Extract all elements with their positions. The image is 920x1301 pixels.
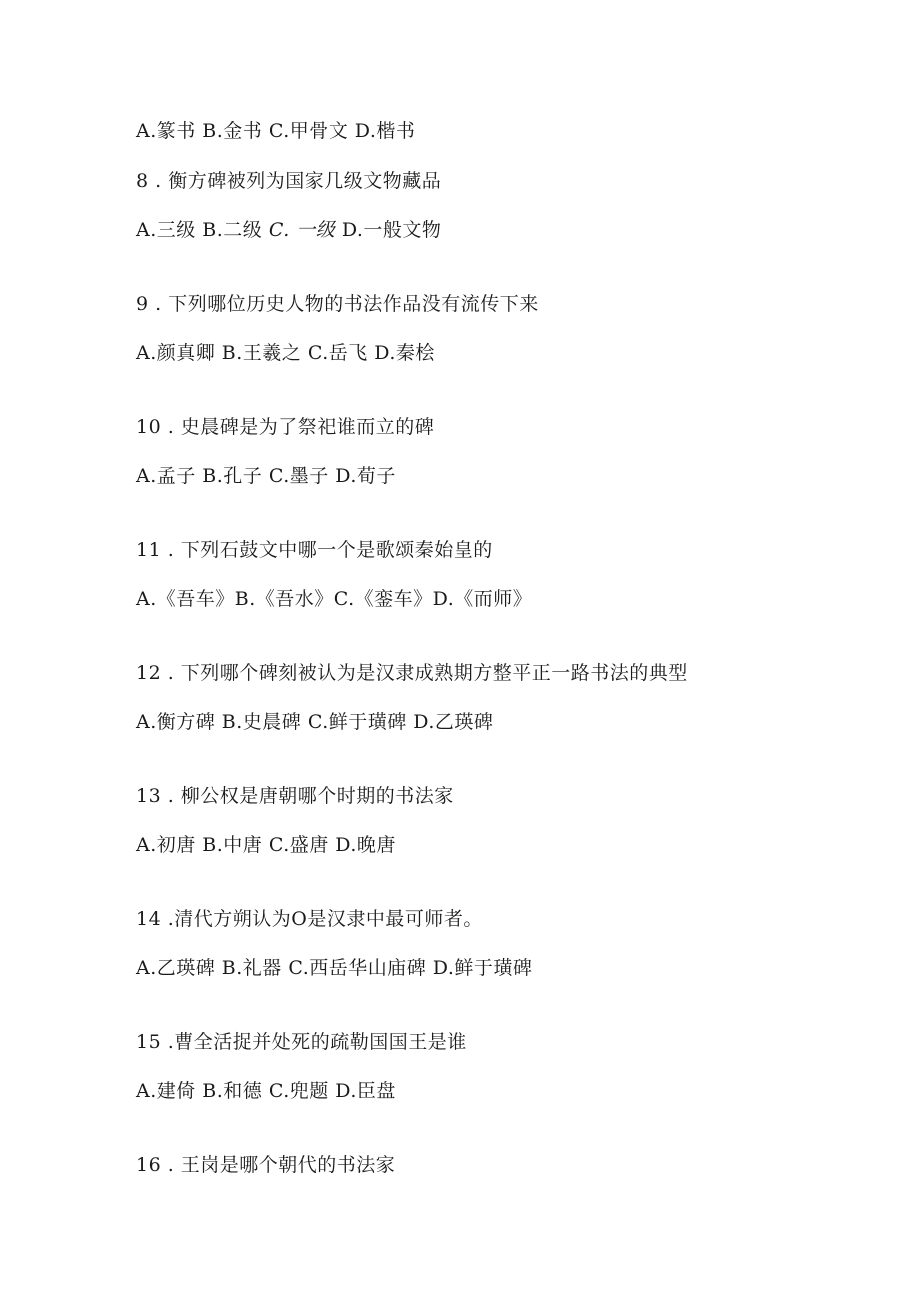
answer-options-q14: A.乙瑛碑 B.礼器 C.西岳华山庙碑 D.鲜于璜碑 <box>136 957 533 979</box>
answer-options-q15: A.建倚 B.和德 C.兜题 D.臣盘 <box>136 1080 396 1102</box>
question-11: 11 . 下列石鼓文中哪一个是歌颂秦始皇的 <box>136 539 493 561</box>
question-16: 16 . 王岗是哪个朝代的书法家 <box>136 1154 396 1176</box>
answer-options-q8-part-3: D.一般文物 <box>335 219 442 241</box>
question-13: 13 . 柳公权是唐朝哪个时期的书法家 <box>136 785 454 807</box>
question-15: 15 .曹全活捉并处死的疏勒国国王是谁 <box>136 1031 467 1053</box>
answer-options-q8 <box>136 218 441 242</box>
answer-options-q13: A.初唐 B.中唐 C.盛唐 D.晚唐 <box>136 834 396 856</box>
question-9: 9 . 下列哪位历史人物的书法作品没有流传下来 <box>136 293 539 315</box>
answer-options-q9: A.颜真卿 B.王羲之 C.岳飞 D.秦桧 <box>136 342 435 364</box>
question-12: 12 . 下列哪个碑刻被认为是汉隶成熟期方整平正一路书法的典型 <box>136 662 688 684</box>
answer-options-q8-part-2: C. 一级 <box>268 219 336 241</box>
question-8: 8 . 衡方碑被列为国家几级文物藏品 <box>136 170 442 192</box>
answer-options-q12: A.衡方碑 B.史晨碑 C.鲜于璜碑 D.乙瑛碑 <box>136 711 494 733</box>
answer-options-q7: A.篆书 B.金书 C.甲骨文 D.楷书 <box>136 120 416 142</box>
answer-options-q11: A.《吾车》B.《吾水》C.《銮车》D.《而师》 <box>136 588 533 610</box>
answer-options-q8-part-1: A.三级 B.二级 <box>136 219 269 241</box>
question-10: 10 . 史晨碑是为了祭祀谁而立的碑 <box>136 416 435 438</box>
question-14: 14 .清代方朔认为O是汉隶中最可师者。 <box>136 908 483 930</box>
answer-options-q10: A.孟子 B.孔子 C.墨子 D.荀子 <box>136 465 396 487</box>
